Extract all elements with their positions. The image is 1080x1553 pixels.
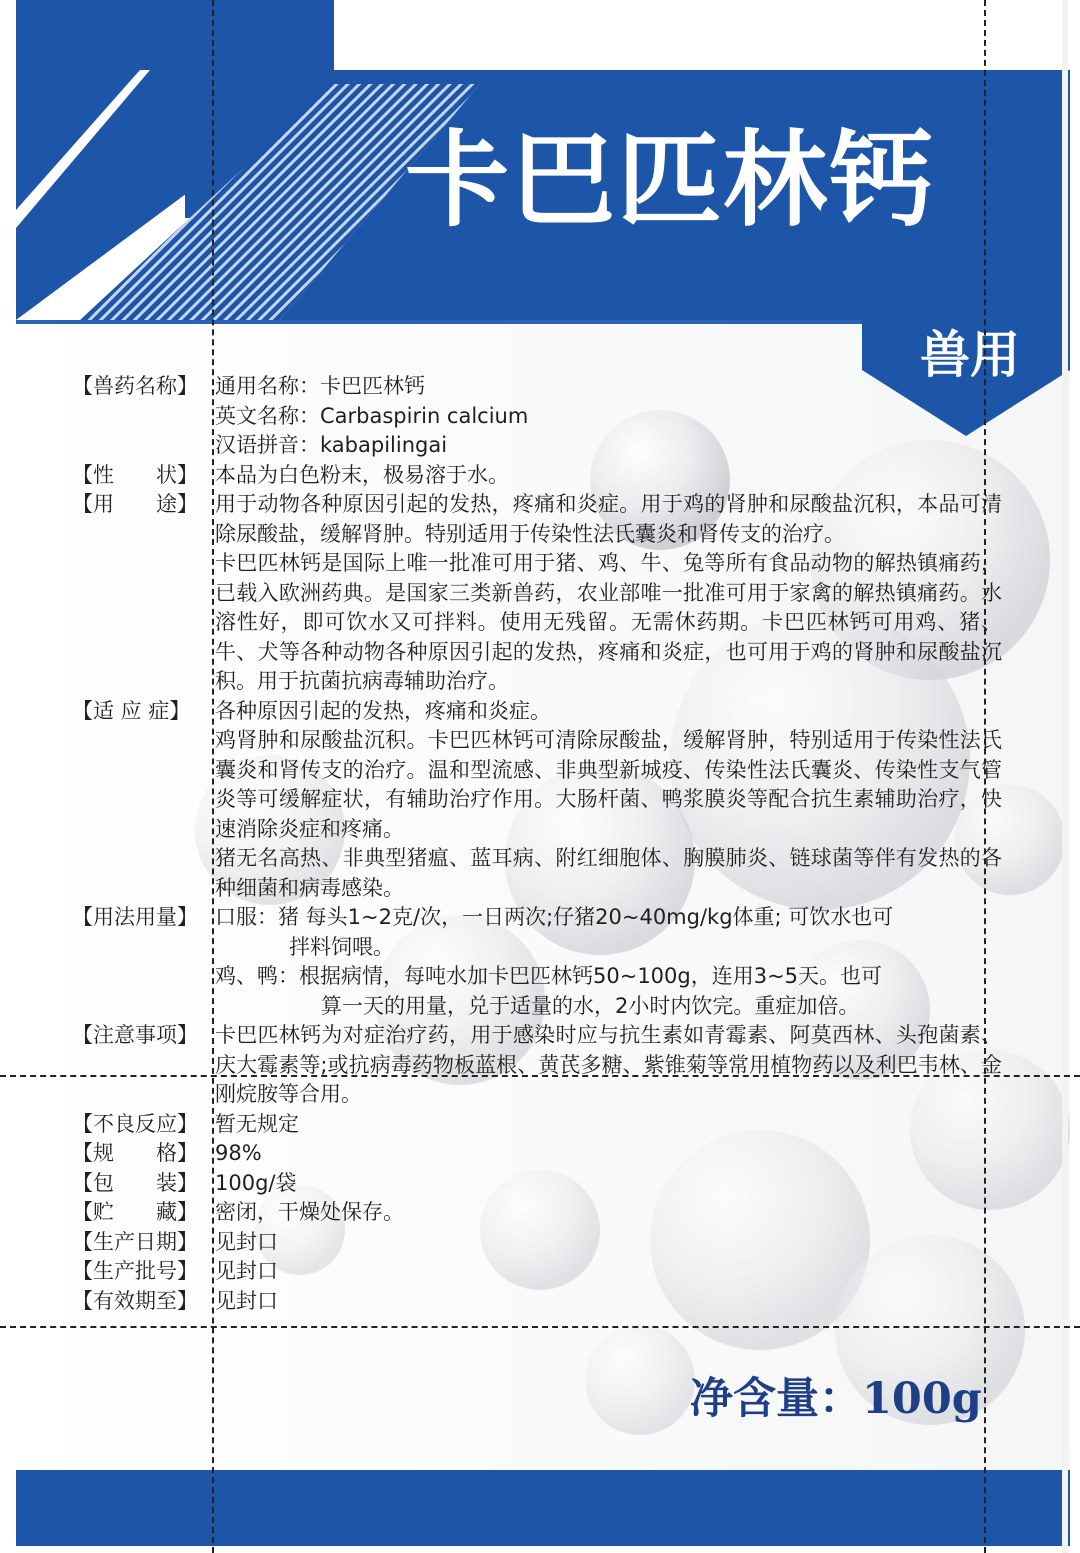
english-name: 英文名称：Carbaspirin calcium <box>215 403 529 428</box>
field-label: 【有效期至】 <box>72 1288 198 1313</box>
field-value: 暂无规定 <box>215 1111 299 1136</box>
field-paragraph: 用于动物各种原因引起的发热，疼痛和炎症。用于鸡的肾肿和尿酸盐沉积，本品可清除尿酸盐，缓解肾肿。特别适用于传染性法氏囊炎和肾传支的治疗。 <box>215 492 1002 546</box>
field-value: 100g/袋 <box>215 1170 297 1195</box>
net-content: 净含量：100g <box>690 1374 982 1424</box>
field-paragraph: 卡巴匹林钙为对症治疗药，用于感染时应与抗生素如青霉素、阿莫西林、头孢菌素、庆大霉素等;或抗病毒药物板蓝根、黄芪多糖、紫锥菊等常用植物药以及利巴韦林、金刚烷胺等合用。 <box>215 1023 1002 1106</box>
field-value: 见封口 <box>215 1259 278 1283</box>
field-label: 【用 途】 <box>72 492 198 516</box>
cut-guide-vertical <box>212 0 214 1553</box>
field-label: 【规 格】 <box>72 1141 198 1165</box>
field-label: 【生产日期】 <box>72 1229 198 1254</box>
field-label: 【包 装】 <box>72 1170 198 1195</box>
generic-name: 通用名称：卡巴匹林钙 <box>215 374 425 398</box>
field-paragraph: 猪无名高热、非典型猪瘟、蓝耳病、附红细胞体、胸膜肺炎、链球菌等伴有发热的各种细菌和病毒感染。 <box>215 846 1002 900</box>
field-label: 【适 应 症】 <box>72 698 191 723</box>
dosage-line: 拌料饲喂。 <box>289 934 394 959</box>
field-label: 【兽药名称】 <box>72 374 198 398</box>
veterinary-badge: 兽用 <box>920 326 1020 384</box>
field-label: 【注意事项】 <box>72 1023 198 1047</box>
field-paragraph: 各种原因引起的发热，疼痛和炎症。 <box>215 698 551 723</box>
field-value: 密闭，干燥处保存。 <box>215 1200 404 1224</box>
product-title: 卡巴匹林钙 <box>405 119 936 241</box>
cut-guide-horizontal <box>0 1075 1080 1077</box>
field-label: 【生产批号】 <box>72 1259 198 1283</box>
dosage-line: 鸡、鸭：根据病情，每吨水加卡巴匹林钙50~100g，连用3~5天。也可 <box>215 964 883 988</box>
pinyin-name: 汉语拼音：kabapilingai <box>215 433 448 457</box>
field-paragraph: 卡巴匹林钙是国际上唯一批准可用于猪、鸡、牛、兔等所有食品动物的解热镇痛药，已载入欧洲药典。是国家三类新兽药，农业部唯一批准可用于家禽的解热镇痛药。水溶性好，即可饮水又可拌料。使用无残留。无需休药期。卡巴匹林钙可用鸡、猪、牛、犬等各种动物各种原因引起的发热，疼痛和炎症，也可用于鸡的肾肿和尿酸盐沉积。用于抗菌抗病毒辅助治疗。 <box>215 551 1002 693</box>
field-label: 【贮 藏】 <box>72 1200 198 1224</box>
field-value: 本品为白色粉末，极易溶于水。 <box>215 462 509 487</box>
field-label: 【用法用量】 <box>72 905 198 929</box>
field-value: 98% <box>215 1141 262 1165</box>
cut-guide-horizontal <box>0 1326 1080 1328</box>
field-value: 见封口 <box>215 1229 278 1254</box>
field-label: 【性 状】 <box>72 462 198 487</box>
right-margin-strip <box>1062 0 1068 1553</box>
dosage-line: 算一天的用量，兑于适量的水，2小时内饮完。重症加倍。 <box>321 993 860 1018</box>
cut-guide-vertical <box>984 0 986 1553</box>
field-label: 【不良反应】 <box>72 1111 198 1136</box>
bottom-bar <box>16 1470 1070 1546</box>
dosage-line: 口服：猪 每头1~2克/次，一日两次;仔猪20~40mg/kg体重; 可饮水也可 <box>215 905 894 929</box>
field-value: 见封口 <box>215 1288 278 1313</box>
field-paragraph: 鸡肾肿和尿酸盐沉积。卡巴匹林钙可清除尿酸盐，缓解肾肿，特别适用于传染性法氏囊炎和肾传支的治疗。温和型流感、非典型新城疫、传染性法氏囊炎、传染性支气管炎等可缓解症状，有辅助治疗作用。大肠杆菌、鸭浆膜炎等配合抗生素辅助治疗，快速消除炎症和疼痛。 <box>215 728 1002 841</box>
